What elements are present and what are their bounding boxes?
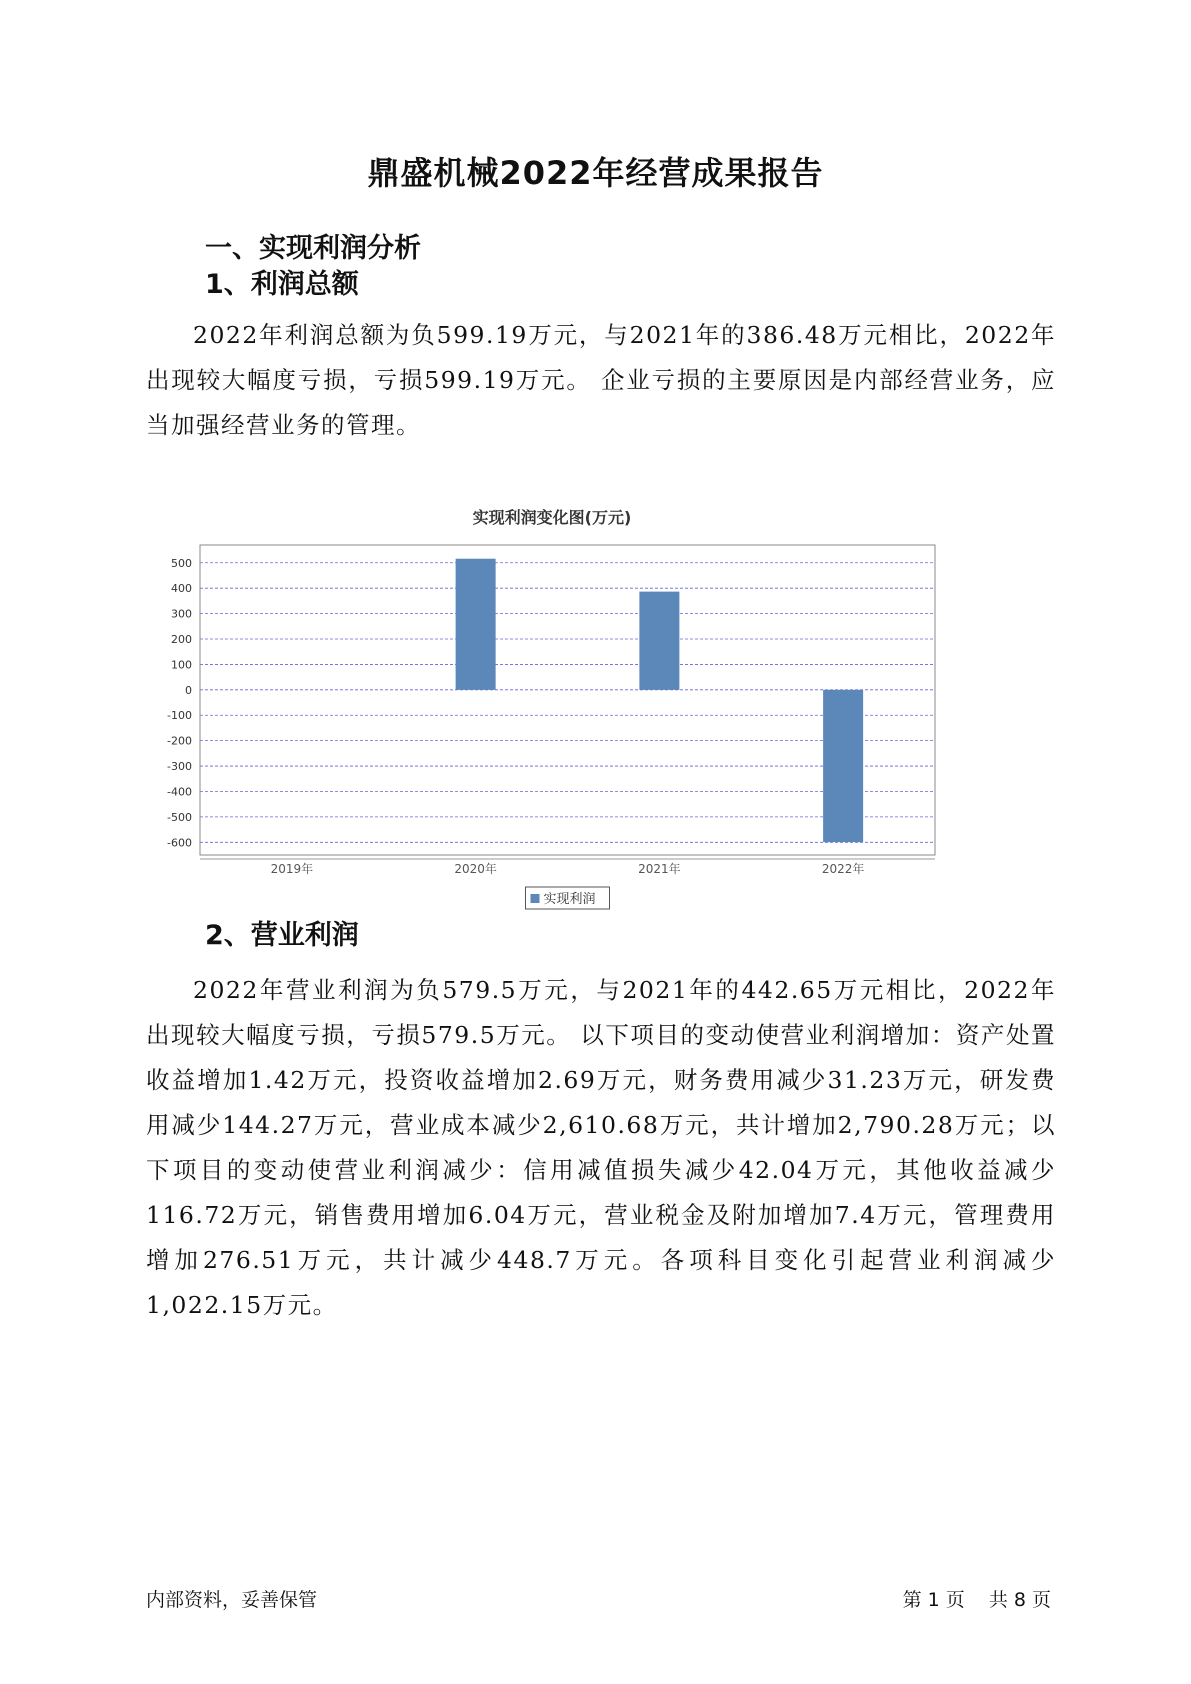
subsection-heading-total-profit: 1、利润总额 (205, 269, 359, 300)
legend-label: 实现利润 (543, 892, 596, 907)
bar-2021年 (639, 592, 679, 690)
legend-swatch (531, 894, 540, 903)
x-tick-label: 2021年 (638, 862, 681, 876)
total-unit: 页 (1031, 1589, 1051, 1611)
subsection-heading-operating-profit: 2、营业利润 (205, 920, 359, 951)
y-tick-label: -500 (167, 810, 192, 824)
footer-page-info (900, 1585, 1054, 1612)
document-title: 鼎盛机械2022年经营成果报告 (367, 154, 824, 192)
page-unit: 页 (945, 1589, 965, 1611)
y-tick-label: 100 (171, 658, 192, 672)
x-tick-label: 2022年 (821, 862, 865, 876)
x-tick-label: 2020年 (454, 862, 497, 876)
total-prefix: 共 (988, 1589, 1008, 1611)
bar-2022年 (823, 690, 863, 842)
footer-confidential-note: 内部资料，妥善保管 (146, 1589, 318, 1611)
y-tick-label: -600 (167, 836, 192, 850)
page-number: 1 (927, 1589, 940, 1611)
y-tick-label: 500 (171, 556, 192, 570)
y-tick-label: -200 (167, 734, 192, 748)
y-tick-label: 400 (171, 582, 192, 596)
x-tick-label: 2019年 (270, 862, 314, 876)
chart-title: 实现利润变化图(万元) (472, 508, 632, 527)
y-tick-label: 200 (171, 633, 192, 647)
y-tick-label: -300 (167, 760, 192, 774)
page-prefix: 第 (902, 1589, 922, 1611)
total-profit-paragraph: 2022年利润总额为负599.19万元，与2021年的386.48万元相比，2022年出现较大幅度亏损，亏损599.19万元。 企业亏损的主要原因是内部经营业务，应当加强经营业务的管理。 (146, 321, 1056, 439)
operating-profit-paragraph: 2022年营业利润为负579.5万元，与2021年的442.65万元相比，2022年出现较大幅度亏损，亏损579.5万元。 以下项目的变动使营业利润增加：资产处置收益增加1.42万元，投资收益增加2.69万元，财务费用减少31.23万元，研发费用减少144.27万元，营业成本减少2,610.68万元，共计增加2,790.28万元；以下项目的变动使营业利润减少：信用减值损失减少42.04万元，其他收益减少116.72万元，销售费用增加6.04万元，营业税金及附加增加7.4万元，管理费用增加276.51万元，共计减少448.7万元。各项科目变化引起营业利润减少1,022.15万元。 (146, 976, 1056, 1319)
y-tick-label: -100 (167, 709, 192, 723)
section-heading-profit-analysis: 一、实现利润分析 (205, 233, 421, 264)
y-tick-label: 0 (185, 683, 192, 697)
y-tick-label: 300 (171, 607, 192, 621)
chart-legend (526, 887, 610, 909)
profit-chart (150, 495, 1030, 945)
profit-bar-chart (150, 495, 1030, 945)
bar-2020年 (456, 559, 496, 690)
total-pages: 8 (1013, 1589, 1026, 1611)
y-tick-label: -400 (167, 785, 192, 799)
